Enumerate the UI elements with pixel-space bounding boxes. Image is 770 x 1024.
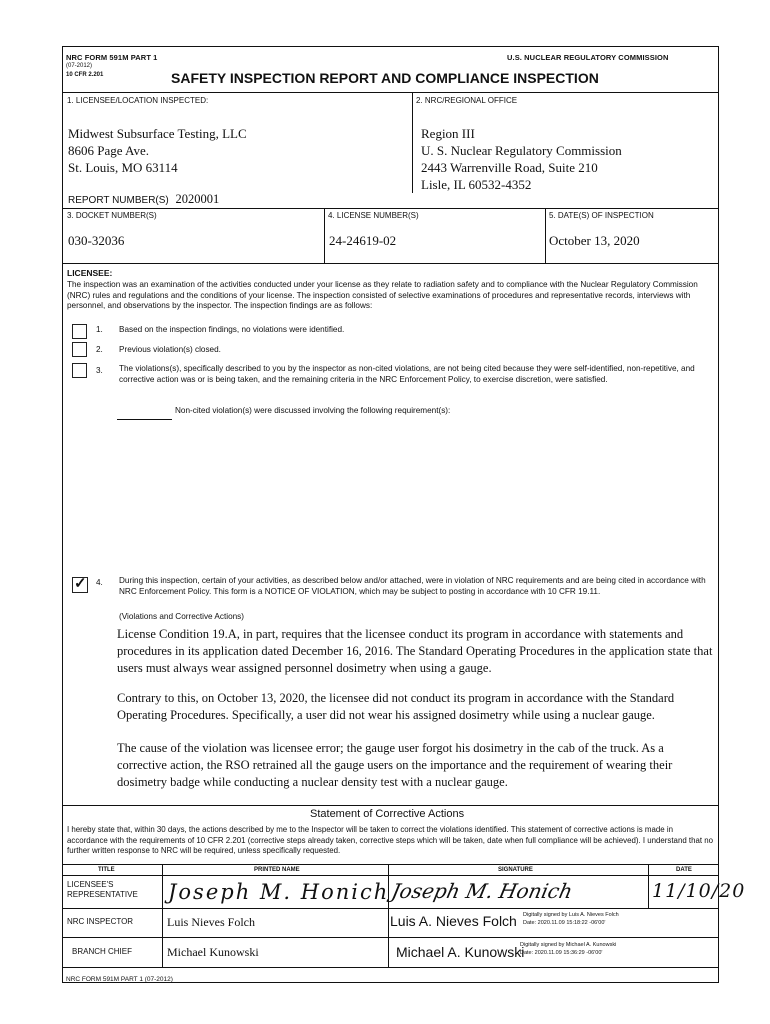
office-agency: U. S. Nuclear Regulatory Commission xyxy=(421,143,622,158)
form-title: SAFETY INSPECTION REPORT AND COMPLIANCE INSPECTION xyxy=(171,70,599,86)
branch-chief-signature: Michael A. Kunowski xyxy=(396,944,525,960)
item4-text: During this inspection, certain of your activities, as described below and/or attached, were in violation of NRC requirements and are being cited in accordance with NRC Enforcement Policy. This form is a NOTICE OF VIOLATION, which may be subject to posting in accordance with 10 CFR 19.11. xyxy=(119,576,706,596)
docket-label: 3. DOCKET NUMBER(S) xyxy=(67,211,157,220)
divider xyxy=(545,208,546,263)
branch-chief-digital-line2: Date: 2020.11.09 15:36:29 -06'00' xyxy=(520,950,603,956)
item3-text: The violations(s), specifically described to you by the inspector as non-cited violations, are not being cited because they were self-identified, non-repetitive, and corrective action was or is being taken, and the remaining criteria in the NRC Enforcement Policy, to exercise discretion, were satisfied. xyxy=(119,364,695,384)
licensee-rep-name: Joseph M. Honich xyxy=(168,880,390,904)
inspector-signature: Luis A. Nieves Folch xyxy=(390,913,517,929)
divider xyxy=(648,864,649,908)
divider xyxy=(62,864,719,865)
inspection-intro: The inspection was an examination of the activities conducted under your license as they relate to radiation safety and to compliance with the Nuclear Regulatory Commission (NRC) rules and regulations and the conditions of your license. The inspection consisted of selective examinations of procedures and representative records, interviews with personnel, and observations by the inspector. The inspection findings are as follows: xyxy=(67,280,698,310)
agency-name: U.S. NUCLEAR REGULATORY COMMISSION xyxy=(507,53,669,62)
office-street: 2443 Warrenville Road, Suite 210 xyxy=(421,160,598,175)
item1-checkbox[interactable] xyxy=(72,324,87,339)
inspection-dates-value: October 13, 2020 xyxy=(549,233,640,248)
divider xyxy=(62,908,719,909)
item1-text: Based on the inspection findings, no violations were identified. xyxy=(119,325,345,334)
col-title-header: TITLE xyxy=(98,867,115,873)
form-date: (07-2012) xyxy=(66,63,93,69)
inspection-dates-label: 5. DATE(S) OF INSPECTION xyxy=(549,211,654,220)
licensee-name: Midwest Subsurface Testing, LLC xyxy=(68,126,247,141)
report-number-label: REPORT NUMBER(S) xyxy=(68,195,169,206)
divider xyxy=(412,92,413,193)
inspector-digital-line2: Date: 2020.11.09 15:18:22 -06'00' xyxy=(523,920,606,926)
item1-number: 1. xyxy=(96,325,103,334)
branch-chief-title: BRANCH CHIEF xyxy=(72,947,133,956)
noncited-text: Non-cited violation(s) were discussed involving the following requirement(s): xyxy=(175,406,451,415)
licensee-city: St. Louis, MO 63114 xyxy=(68,160,178,175)
report-number-value: 2020001 xyxy=(175,192,220,206)
inspector-title: NRC INSPECTOR xyxy=(67,917,134,926)
violation-paragraph-3: The cause of the violation was licensee error; the gauge user forgot his dosimetry in the cab of the truck. As a corrective action, the RSO retrained all the gauge users on the importance and the requirement of wearing their dosimetry badge while conducting a nuclear density test with a nuclear gauge. xyxy=(117,741,673,789)
item4-number: 4. xyxy=(96,578,103,587)
item4-checkbox[interactable] xyxy=(72,577,88,593)
license-value: 24-24619-02 xyxy=(329,233,397,248)
divider xyxy=(62,92,719,93)
divider xyxy=(62,967,719,968)
col-signature-header: SIGNATURE xyxy=(498,867,533,873)
licensee-street: 8606 Page Ave. xyxy=(68,143,149,158)
corrective-text: I hereby state that, within 30 days, the actions described by me to the Inspector will be taken to correct the violations identified. This statement of corrective actions is made in accordance with the requirements of 10 CFR 2.201 (corrective steps already taken, corrective steps which will be taken, date when full compliance will be achieved). I understand that no further written response to NRC will be required, unless specifically requested. xyxy=(67,825,714,855)
item2-number: 2. xyxy=(96,345,103,354)
col-name-header: PRINTED NAME xyxy=(254,867,300,873)
blank-line xyxy=(117,419,172,420)
corrective-heading: Statement of Corrective Actions xyxy=(310,808,465,820)
licensee-rep-title xyxy=(67,880,138,900)
footer-form-id: NRC FORM 591M PART 1 (07-2012) xyxy=(66,976,173,983)
inspector-name: Luis Nieves Folch xyxy=(167,915,255,929)
licensee-rep-signature: Joseph M. Honich xyxy=(389,879,575,903)
branch-chief-name: Michael Kunowski xyxy=(167,945,259,959)
divider xyxy=(62,263,719,264)
licensee-rep-date: 11/10/20 xyxy=(652,880,746,902)
item3-checkbox[interactable] xyxy=(72,363,87,378)
licensee-address xyxy=(68,125,247,176)
divider xyxy=(62,805,719,806)
docket-value: 030-32036 xyxy=(68,233,125,248)
divider xyxy=(324,208,325,263)
branch-chief-digital-signature xyxy=(520,941,616,957)
office-region: Region III xyxy=(421,126,475,141)
licensee-rep-title-line2: REPRESENTATIVE xyxy=(67,890,138,899)
licensee-heading: LICENSEE: xyxy=(67,268,113,278)
item3-number: 3. xyxy=(96,366,103,375)
license-label: 4. LICENSE NUMBER(S) xyxy=(328,211,419,220)
regional-office-label: 2. NRC/REGIONAL OFFICE xyxy=(416,96,518,105)
licensee-label: 1. LICENSEE/LOCATION INSPECTED: xyxy=(67,96,209,105)
item2-text: Previous violation(s) closed. xyxy=(119,345,221,354)
office-city: Lisle, IL 60532-4352 xyxy=(421,177,532,192)
item2-checkbox[interactable] xyxy=(72,342,87,357)
branch-chief-digital-line1: Digitally signed by Michael A. Kunowski xyxy=(520,942,617,948)
col-date-header: DATE xyxy=(676,867,692,873)
licensee-rep-title-line1: LICENSEE'S xyxy=(67,880,114,889)
form-id: NRC FORM 591M PART 1 xyxy=(66,53,158,62)
inspector-digital-line1: Digitally signed by Luis A. Nieves Folch xyxy=(523,912,619,918)
check-mark-icon: ✓ xyxy=(74,575,87,592)
office-address xyxy=(421,125,622,193)
divider xyxy=(62,208,719,209)
inspector-digital-signature xyxy=(523,911,619,927)
violation-paragraph-2: Contrary to this, on October 13, 2020, the licensee did not conduct its program in accordance with the Standard Operating Procedures. Specifically, a user did not wear his assigned dosimetry while using a nuclear gauge. xyxy=(117,691,675,722)
violation-paragraph-1: License Condition 19.A, in part, requires that the licensee conduct its program in accordance with statements and procedures in its application dated December 16, 2016. The Standard Operating Procedures in the application state that users must always wear assigned personnel dosimetry when using a gauge. xyxy=(117,627,713,675)
report-number xyxy=(68,192,219,207)
divider xyxy=(62,937,719,938)
divider xyxy=(62,875,719,876)
divider xyxy=(162,864,163,967)
cfr-reference: 10 CFR 2.201 xyxy=(66,72,104,78)
item4-subheading: (Violations and Corrective Actions) xyxy=(119,612,244,621)
